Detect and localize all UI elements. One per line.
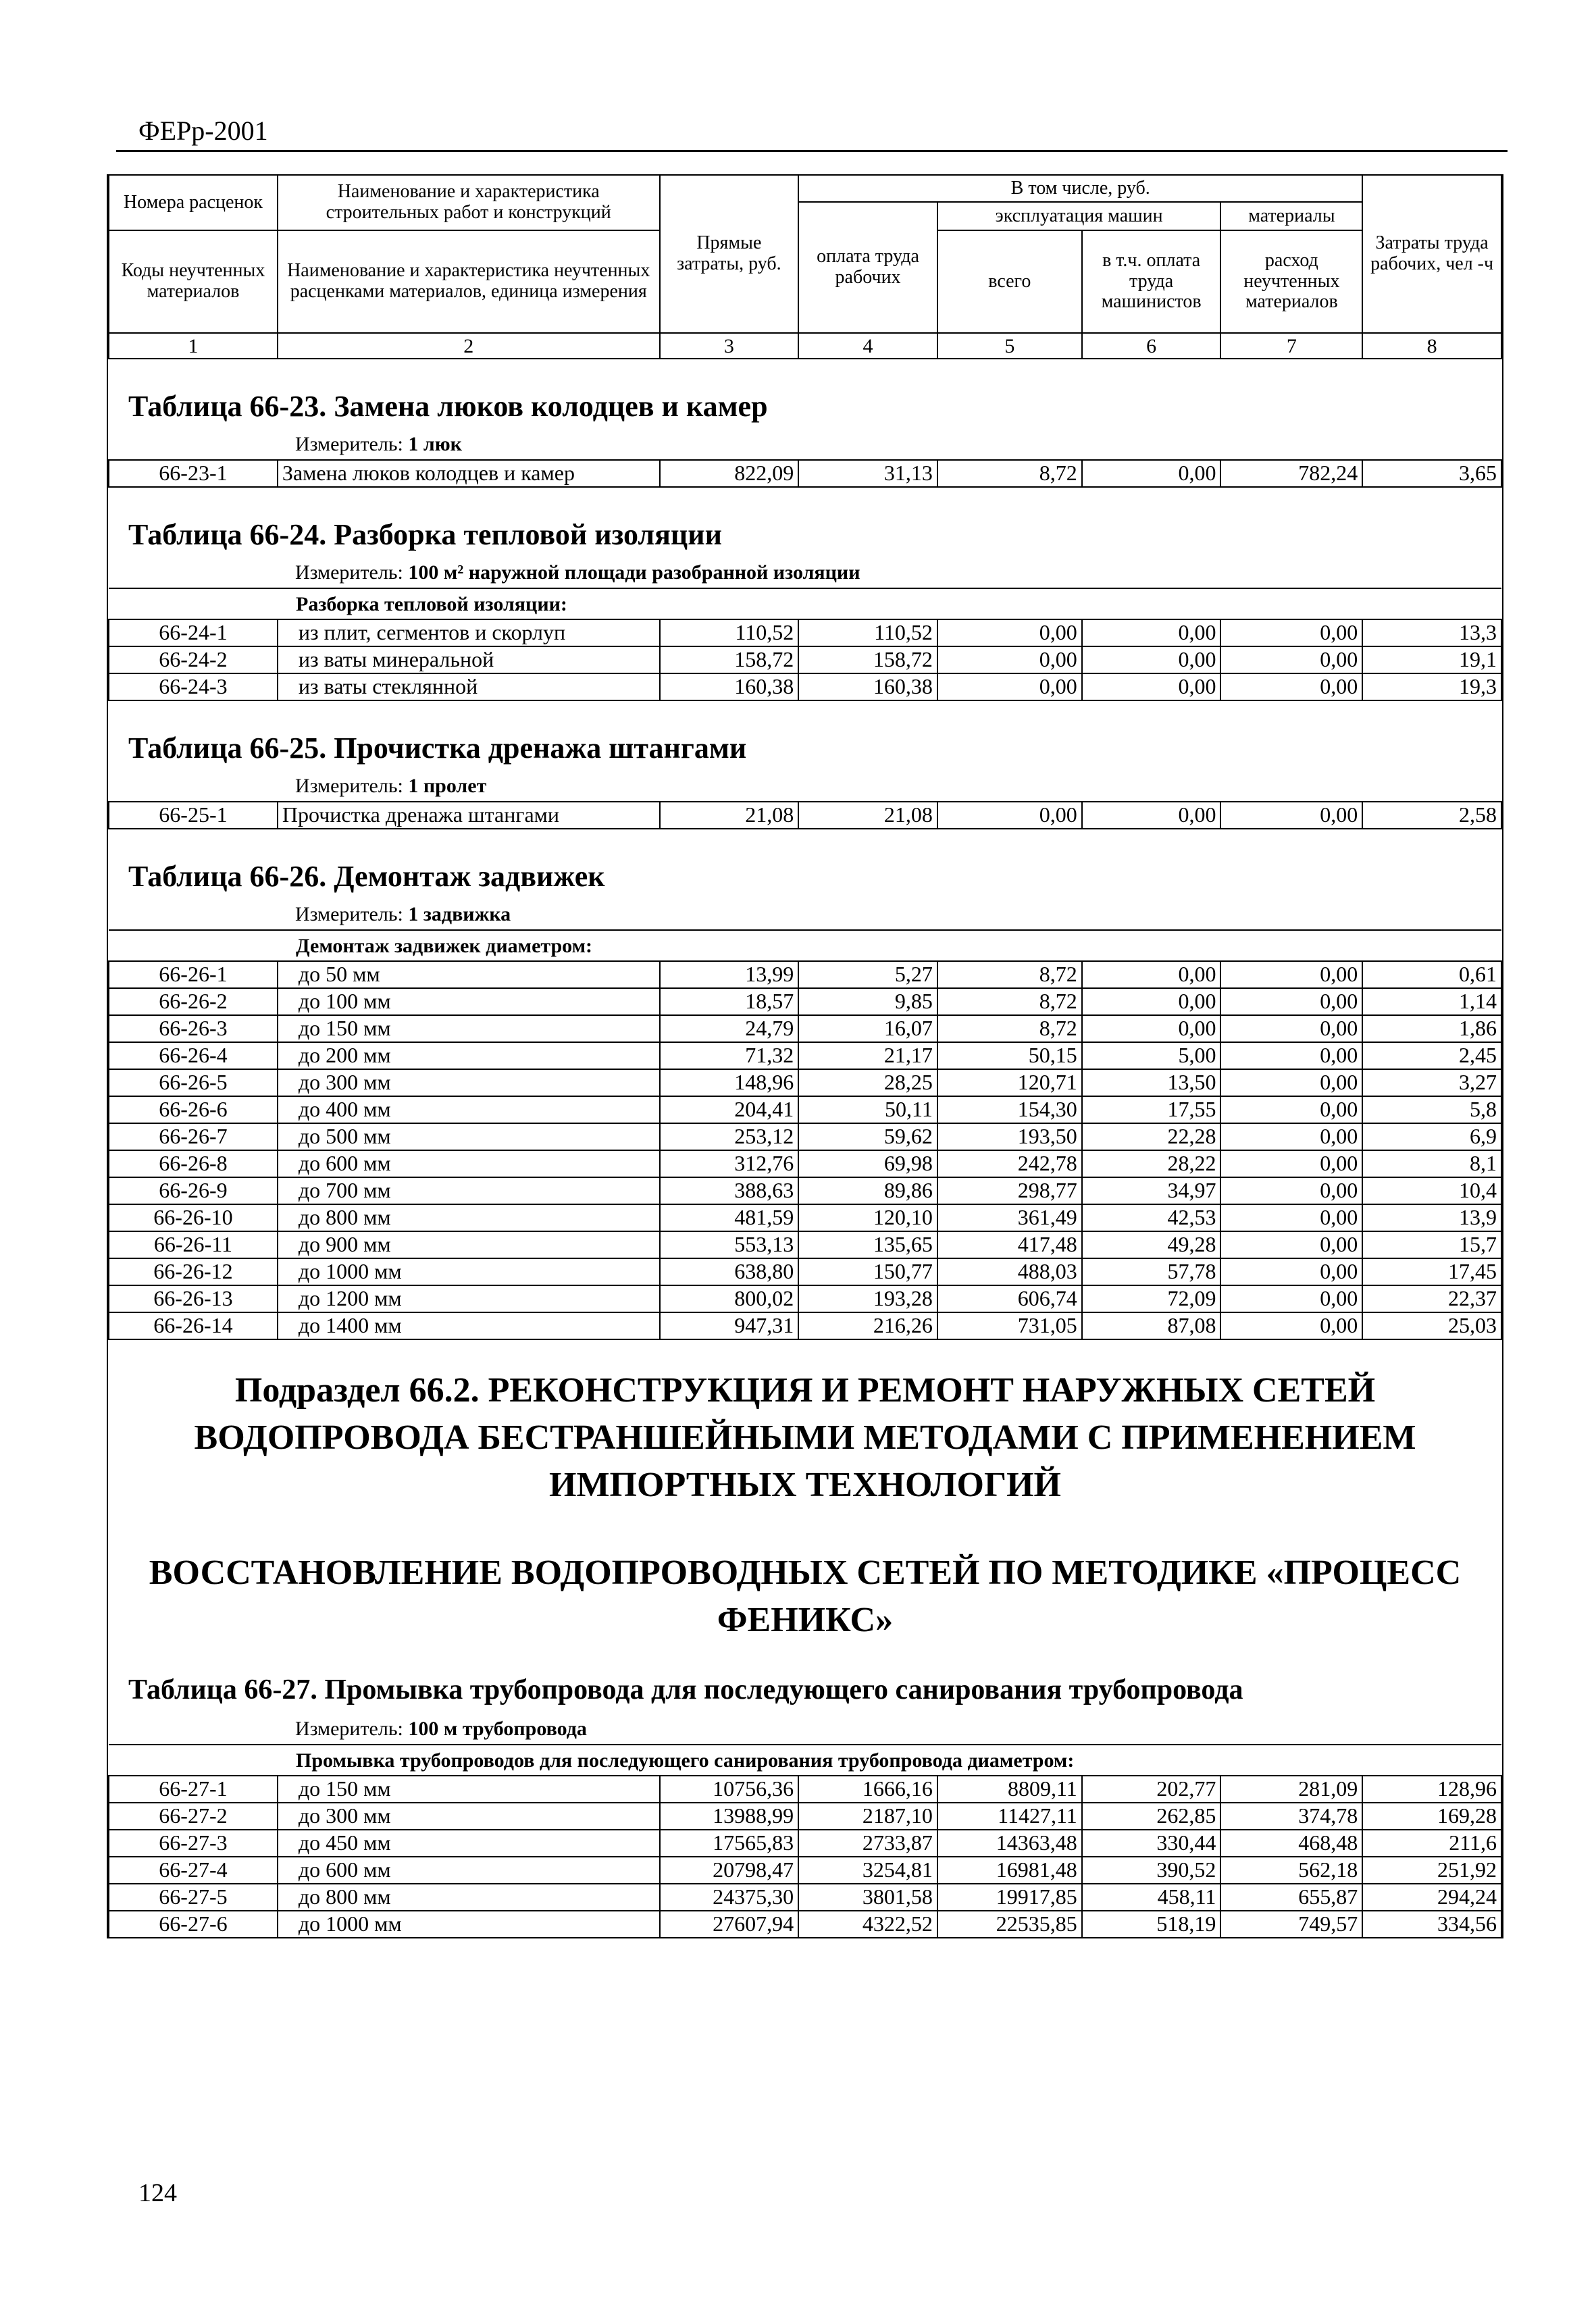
- value-cell: 169,28: [1362, 1803, 1501, 1830]
- rate-code: 66-23-1: [109, 460, 278, 487]
- value-cell: 0,00: [1220, 961, 1362, 988]
- value-cell: 8,72: [937, 961, 1082, 988]
- value-cell: 388,63: [660, 1177, 799, 1204]
- header-labor-costs: Затраты труда рабочих, чел -ч: [1362, 175, 1501, 333]
- data-table: [108, 588, 1502, 701]
- rate-code: 66-26-12: [109, 1258, 278, 1285]
- table-section: [108, 488, 1502, 701]
- table-row: [109, 619, 1501, 646]
- data-table: [108, 929, 1502, 1340]
- value-cell: 0,00: [1082, 460, 1221, 487]
- work-name: до 900 мм: [278, 1231, 660, 1258]
- value-cell: 0,00: [1082, 988, 1221, 1015]
- value-cell: 800,02: [660, 1285, 799, 1312]
- work-name: из ваты минеральной: [278, 646, 660, 673]
- value-cell: 160,38: [798, 673, 937, 700]
- value-cell: 160,38: [660, 673, 799, 700]
- value-cell: 2733,87: [798, 1830, 937, 1857]
- value-cell: 0,00: [1220, 1258, 1362, 1285]
- table-row: [109, 1312, 1501, 1339]
- value-cell: 42,53: [1082, 1204, 1221, 1231]
- rate-code: 66-26-3: [109, 1015, 278, 1042]
- value-cell: 749,57: [1220, 1911, 1362, 1938]
- table-row: [109, 1069, 1501, 1096]
- table-meter: [108, 900, 1502, 929]
- value-cell: 0,61: [1362, 961, 1501, 988]
- value-cell: 71,32: [660, 1042, 799, 1069]
- value-cell: 204,41: [660, 1096, 799, 1123]
- value-cell: 87,08: [1082, 1312, 1221, 1339]
- value-cell: 606,74: [937, 1285, 1082, 1312]
- value-cell: 15,7: [1362, 1231, 1501, 1258]
- work-name: до 1000 мм: [278, 1258, 660, 1285]
- value-cell: 193,28: [798, 1285, 937, 1312]
- value-cell: 128,96: [1362, 1776, 1501, 1803]
- value-cell: 655,87: [1220, 1884, 1362, 1911]
- value-cell: 0,00: [1220, 673, 1362, 700]
- rate-code: 66-25-1: [109, 802, 278, 829]
- work-name: из ваты стеклянной: [278, 673, 660, 700]
- header-rate-numbers: Номера расценок: [109, 175, 278, 230]
- value-cell: 193,50: [937, 1123, 1082, 1150]
- work-name: до 600 мм: [278, 1857, 660, 1884]
- value-cell: 8809,11: [937, 1776, 1082, 1803]
- value-cell: 481,59: [660, 1204, 799, 1231]
- rate-code: 66-26-2: [109, 988, 278, 1015]
- value-cell: 69,98: [798, 1150, 937, 1177]
- rate-code: 66-26-13: [109, 1285, 278, 1312]
- value-cell: 0,00: [1220, 802, 1362, 829]
- work-name: до 200 мм: [278, 1042, 660, 1069]
- value-cell: 21,17: [798, 1042, 937, 1069]
- value-cell: 110,52: [798, 619, 937, 646]
- meter-label: Измеритель:: [295, 1718, 403, 1740]
- value-cell: 3801,58: [798, 1884, 937, 1911]
- value-cell: 19,3: [1362, 673, 1501, 700]
- table-row: [109, 1150, 1501, 1177]
- rate-code: 66-27-4: [109, 1857, 278, 1884]
- value-cell: 10756,36: [660, 1776, 799, 1803]
- value-cell: 822,09: [660, 460, 799, 487]
- table-meter: [108, 1714, 1502, 1744]
- value-cell: 19,1: [1362, 646, 1501, 673]
- work-name: до 300 мм: [278, 1069, 660, 1096]
- document-header-title: ФЕРр-2001: [138, 115, 268, 146]
- value-cell: 16,07: [798, 1015, 937, 1042]
- column-number: 5: [937, 333, 1082, 359]
- work-name: до 800 мм: [278, 1204, 660, 1231]
- work-name: из плит, сегментов и скорлуп: [278, 619, 660, 646]
- table-row: [109, 460, 1501, 487]
- value-cell: 13,9: [1362, 1204, 1501, 1231]
- value-cell: 1,14: [1362, 988, 1501, 1015]
- value-cell: 0,00: [1220, 1312, 1362, 1339]
- value-cell: 18,57: [660, 988, 799, 1015]
- value-cell: 24375,30: [660, 1884, 799, 1911]
- meter-value: 100 м трубопровода: [408, 1718, 587, 1740]
- table-meter: [108, 558, 1502, 588]
- work-name: до 700 мм: [278, 1177, 660, 1204]
- value-cell: 262,85: [1082, 1803, 1221, 1830]
- value-cell: 0,00: [1220, 1231, 1362, 1258]
- value-cell: 0,00: [937, 673, 1082, 700]
- value-cell: 0,00: [937, 646, 1082, 673]
- value-cell: 0,00: [1220, 1123, 1362, 1150]
- value-cell: 3,65: [1362, 460, 1501, 487]
- table-row: [109, 961, 1501, 988]
- rate-code: 66-26-14: [109, 1312, 278, 1339]
- header-including: В том числе, руб.: [798, 175, 1362, 202]
- value-cell: 211,6: [1362, 1830, 1501, 1857]
- value-cell: 148,96: [660, 1069, 799, 1096]
- value-cell: 13988,99: [660, 1803, 799, 1830]
- value-cell: 374,78: [1220, 1803, 1362, 1830]
- rate-code: 66-26-8: [109, 1150, 278, 1177]
- value-cell: 19917,85: [937, 1884, 1082, 1911]
- header-materials: материалы: [1220, 202, 1362, 230]
- value-cell: 281,09: [1220, 1776, 1362, 1803]
- subsection-subtitle: ВОССТАНОВЛЕНИЕ ВОДОПРОВОДНЫХ СЕТЕЙ ПО МЕТОДИКЕ «ПРОЦЕСС ФЕНИКС»: [149, 1553, 1462, 1639]
- work-name: до 150 мм: [278, 1015, 660, 1042]
- value-cell: 22,37: [1362, 1285, 1501, 1312]
- value-cell: 638,80: [660, 1258, 799, 1285]
- rate-code: 66-26-4: [109, 1042, 278, 1069]
- value-cell: 0,00: [1220, 1015, 1362, 1042]
- value-cell: 242,78: [937, 1150, 1082, 1177]
- column-number: 4: [798, 333, 937, 359]
- value-cell: 17,55: [1082, 1096, 1221, 1123]
- meter-value: 1 люк: [408, 433, 462, 455]
- value-cell: 13,3: [1362, 619, 1501, 646]
- header-work-name: Наименование и характеристика строительных работ и конструкций: [278, 175, 660, 230]
- value-cell: 0,00: [1082, 1015, 1221, 1042]
- value-cell: 27607,94: [660, 1911, 799, 1938]
- value-cell: 488,03: [937, 1258, 1082, 1285]
- value-cell: 562,18: [1220, 1857, 1362, 1884]
- work-name: до 1400 мм: [278, 1312, 660, 1339]
- table-group-label: Разборка тепловой изоляции:: [109, 588, 1501, 619]
- data-table: [108, 1744, 1502, 1938]
- value-cell: 5,27: [798, 961, 937, 988]
- value-cell: 202,77: [1082, 1776, 1221, 1803]
- table-row: [109, 1231, 1501, 1258]
- value-cell: 120,10: [798, 1204, 937, 1231]
- value-cell: 34,97: [1082, 1177, 1221, 1204]
- table-row: [109, 1803, 1501, 1830]
- header-direct-costs: Прямые затраты, руб.: [660, 175, 799, 333]
- value-cell: 947,31: [660, 1312, 799, 1339]
- rate-code: 66-26-10: [109, 1204, 278, 1231]
- value-cell: 390,52: [1082, 1857, 1221, 1884]
- value-cell: 0,00: [1082, 673, 1221, 700]
- table-section: [108, 829, 1502, 1340]
- value-cell: 0,00: [1082, 802, 1221, 829]
- table-title: Таблица 66-27. Промывка трубопровода для последующего санирования трубопровода: [128, 1674, 1243, 1705]
- column-number: 3: [660, 333, 799, 359]
- table-meter: [108, 430, 1502, 459]
- value-cell: 417,48: [937, 1231, 1082, 1258]
- value-cell: 21,08: [798, 802, 937, 829]
- table-group-label: Демонтаж задвижек диаметром:: [109, 930, 1501, 961]
- page-number: 124: [138, 2179, 177, 2207]
- value-cell: 8,72: [937, 988, 1082, 1015]
- meter-value: 1 задвижка: [408, 903, 511, 925]
- work-name: Замена люков колодцев и камер: [278, 460, 660, 487]
- value-cell: 0,00: [937, 619, 1082, 646]
- rate-code: 66-26-11: [109, 1231, 278, 1258]
- rate-code: 66-27-3: [109, 1830, 278, 1857]
- value-cell: 0,00: [1082, 961, 1221, 988]
- value-cell: 0,00: [1220, 1069, 1362, 1096]
- value-cell: 4322,52: [798, 1911, 937, 1938]
- column-number: 7: [1220, 333, 1362, 359]
- table-row: [109, 1776, 1501, 1803]
- value-cell: 13,99: [660, 961, 799, 988]
- value-cell: 2187,10: [798, 1803, 937, 1830]
- value-cell: 50,15: [937, 1042, 1082, 1069]
- header-machine-operation: эксплуатация машин: [937, 202, 1221, 230]
- table-row: [109, 1042, 1501, 1069]
- value-cell: 5,00: [1082, 1042, 1221, 1069]
- value-cell: 10,4: [1362, 1177, 1501, 1204]
- value-cell: 11427,11: [937, 1803, 1082, 1830]
- header-divider: [116, 150, 1508, 152]
- value-cell: 14363,48: [937, 1830, 1082, 1857]
- value-cell: 468,48: [1220, 1830, 1362, 1857]
- table-row: [109, 1830, 1501, 1857]
- rate-code: 66-27-2: [109, 1803, 278, 1830]
- table-title: Таблица 66-26. Демонтаж задвижек: [128, 860, 605, 893]
- header-material-name: Наименование и характеристика неучтенных расценками материалов, единица измерения: [278, 230, 660, 333]
- value-cell: 553,13: [660, 1231, 799, 1258]
- table-row: [109, 1884, 1501, 1911]
- value-cell: 28,22: [1082, 1150, 1221, 1177]
- value-cell: 1666,16: [798, 1776, 937, 1803]
- value-cell: 251,92: [1362, 1857, 1501, 1884]
- value-cell: 25,03: [1362, 1312, 1501, 1339]
- header-unaccounted-materials: расход неучтенных материалов: [1220, 230, 1362, 333]
- table-row: [109, 1911, 1501, 1938]
- table-group-label: Промывка трубопроводов для последующего санирования трубопровода диаметром:: [109, 1745, 1501, 1776]
- table-row: [109, 1015, 1501, 1042]
- value-cell: 361,49: [937, 1204, 1082, 1231]
- rate-code: 66-26-9: [109, 1177, 278, 1204]
- table-row: [109, 1258, 1501, 1285]
- value-cell: 6,9: [1362, 1123, 1501, 1150]
- header-machine-total: всего: [937, 230, 1082, 333]
- table-row: [109, 1285, 1501, 1312]
- subsection-title: Подраздел 66.2. РЕКОНСТРУКЦИЯ И РЕМОНТ НАРУЖНЫХ СЕТЕЙ ВОДОПРОВОДА БЕСТРАНШЕЙНЫМИ МЕТОДАМИ С ПРИМЕНЕНИЕМ ИМПОРТНЫХ ТЕХНОЛОГИЙ: [194, 1371, 1416, 1504]
- value-cell: 8,72: [937, 1015, 1082, 1042]
- value-cell: 17565,83: [660, 1830, 799, 1857]
- meter-label: Измеритель:: [295, 775, 403, 797]
- value-cell: 150,77: [798, 1258, 937, 1285]
- work-name: до 800 мм: [278, 1884, 660, 1911]
- value-cell: 158,72: [660, 646, 799, 673]
- value-cell: 0,00: [1220, 646, 1362, 673]
- value-cell: 20798,47: [660, 1857, 799, 1884]
- value-cell: 22535,85: [937, 1911, 1082, 1938]
- value-cell: 334,56: [1362, 1911, 1501, 1938]
- rate-code: 66-24-1: [109, 619, 278, 646]
- work-name: до 400 мм: [278, 1096, 660, 1123]
- meter-label: Измеритель:: [295, 433, 403, 455]
- rate-code: 66-27-6: [109, 1911, 278, 1938]
- value-cell: 518,19: [1082, 1911, 1221, 1938]
- value-cell: 24,79: [660, 1015, 799, 1042]
- column-header-table: [108, 174, 1502, 359]
- rate-code: 66-24-3: [109, 673, 278, 700]
- meter-label: Измеритель:: [295, 561, 403, 584]
- table-row: [109, 673, 1501, 700]
- value-cell: 2,45: [1362, 1042, 1501, 1069]
- table-row: [109, 646, 1501, 673]
- value-cell: 298,77: [937, 1177, 1082, 1204]
- table-title: Таблица 66-25. Прочистка дренажа штангами: [128, 731, 747, 765]
- value-cell: 0,00: [1220, 1150, 1362, 1177]
- work-name: до 100 мм: [278, 988, 660, 1015]
- value-cell: 28,25: [798, 1069, 937, 1096]
- value-cell: 110,52: [660, 619, 799, 646]
- value-cell: 330,44: [1082, 1830, 1221, 1857]
- value-cell: 50,11: [798, 1096, 937, 1123]
- value-cell: 312,76: [660, 1150, 799, 1177]
- value-cell: 0,00: [1220, 1285, 1362, 1312]
- value-cell: 0,00: [1220, 1042, 1362, 1069]
- rate-code: 66-26-5: [109, 1069, 278, 1096]
- table-row: [109, 1177, 1501, 1204]
- meter-value: 100 м² наружной площади разобранной изоляции: [408, 561, 860, 584]
- value-cell: 0,00: [937, 802, 1082, 829]
- value-cell: 8,1: [1362, 1150, 1501, 1177]
- value-cell: 57,78: [1082, 1258, 1221, 1285]
- value-cell: 135,65: [798, 1231, 937, 1258]
- table-title: Таблица 66-23. Замена люков колодцев и камер: [128, 390, 768, 423]
- work-name: до 300 мм: [278, 1803, 660, 1830]
- meter-value: 1 пролет: [408, 775, 487, 797]
- value-cell: 253,12: [660, 1123, 799, 1150]
- rate-code: 66-26-7: [109, 1123, 278, 1150]
- value-cell: 59,62: [798, 1123, 937, 1150]
- table-row: [109, 988, 1501, 1015]
- value-cell: 21,08: [660, 802, 799, 829]
- value-cell: 72,09: [1082, 1285, 1221, 1312]
- column-number: 8: [1362, 333, 1501, 359]
- value-cell: 154,30: [937, 1096, 1082, 1123]
- header-material-codes: Коды неучтенных материалов: [109, 230, 278, 333]
- table-row: [109, 1204, 1501, 1231]
- value-cell: 0,00: [1082, 646, 1221, 673]
- document-body: [107, 174, 1503, 1938]
- data-table: [108, 459, 1502, 488]
- table-meter: [108, 771, 1502, 801]
- value-cell: 3,27: [1362, 1069, 1501, 1096]
- value-cell: 0,00: [1220, 1204, 1362, 1231]
- value-cell: 2,58: [1362, 802, 1501, 829]
- table-title: Таблица 66-24. Разборка тепловой изоляции: [128, 518, 722, 551]
- value-cell: 17,45: [1362, 1258, 1501, 1285]
- table-66-27-section: [108, 1644, 1502, 1938]
- table-row: [109, 1857, 1501, 1884]
- table-row: [109, 1123, 1501, 1150]
- work-name: до 600 мм: [278, 1150, 660, 1177]
- value-cell: 731,05: [937, 1312, 1082, 1339]
- rate-code: 66-26-6: [109, 1096, 278, 1123]
- data-table: [108, 801, 1502, 829]
- value-cell: 13,50: [1082, 1069, 1221, 1096]
- value-cell: 8,72: [937, 460, 1082, 487]
- table-section: [108, 701, 1502, 829]
- value-cell: 120,71: [937, 1069, 1082, 1096]
- table-row: [109, 1096, 1501, 1123]
- column-number: 1: [109, 333, 278, 359]
- value-cell: 294,24: [1362, 1884, 1501, 1911]
- work-name: до 450 мм: [278, 1830, 660, 1857]
- value-cell: 31,13: [798, 460, 937, 487]
- value-cell: 0,00: [1220, 1177, 1362, 1204]
- work-name: до 1000 мм: [278, 1911, 660, 1938]
- rate-code: 66-24-2: [109, 646, 278, 673]
- work-name: Прочистка дренажа штангами: [278, 802, 660, 829]
- value-cell: 0,00: [1220, 619, 1362, 646]
- value-cell: 1,86: [1362, 1015, 1501, 1042]
- value-cell: 782,24: [1220, 460, 1362, 487]
- value-cell: 5,8: [1362, 1096, 1501, 1123]
- rate-code: 66-26-1: [109, 961, 278, 988]
- value-cell: 216,26: [798, 1312, 937, 1339]
- table-row: [109, 802, 1501, 829]
- column-number: 2: [278, 333, 660, 359]
- rate-code: 66-27-5: [109, 1884, 278, 1911]
- value-cell: 458,11: [1082, 1884, 1221, 1911]
- value-cell: 16981,48: [937, 1857, 1082, 1884]
- value-cell: 0,00: [1220, 1096, 1362, 1123]
- value-cell: 89,86: [798, 1177, 937, 1204]
- value-cell: 9,85: [798, 988, 937, 1015]
- meter-label: Измеритель:: [295, 903, 403, 925]
- table-section: [108, 359, 1502, 488]
- value-cell: 0,00: [1220, 988, 1362, 1015]
- value-cell: 158,72: [798, 646, 937, 673]
- value-cell: 3254,81: [798, 1857, 937, 1884]
- value-cell: 0,00: [1082, 619, 1221, 646]
- work-name: до 150 мм: [278, 1776, 660, 1803]
- work-name: до 50 мм: [278, 961, 660, 988]
- work-name: до 500 мм: [278, 1123, 660, 1150]
- column-number: 6: [1082, 333, 1221, 359]
- header-worker-pay: оплата труда рабочих: [798, 202, 937, 333]
- value-cell: 49,28: [1082, 1231, 1221, 1258]
- work-name: до 1200 мм: [278, 1285, 660, 1312]
- header-operator-pay: в т.ч. оплата труда машинистов: [1082, 230, 1221, 333]
- rate-code: 66-27-1: [109, 1776, 278, 1803]
- value-cell: 22,28: [1082, 1123, 1221, 1150]
- rate-tables: [108, 359, 1502, 1340]
